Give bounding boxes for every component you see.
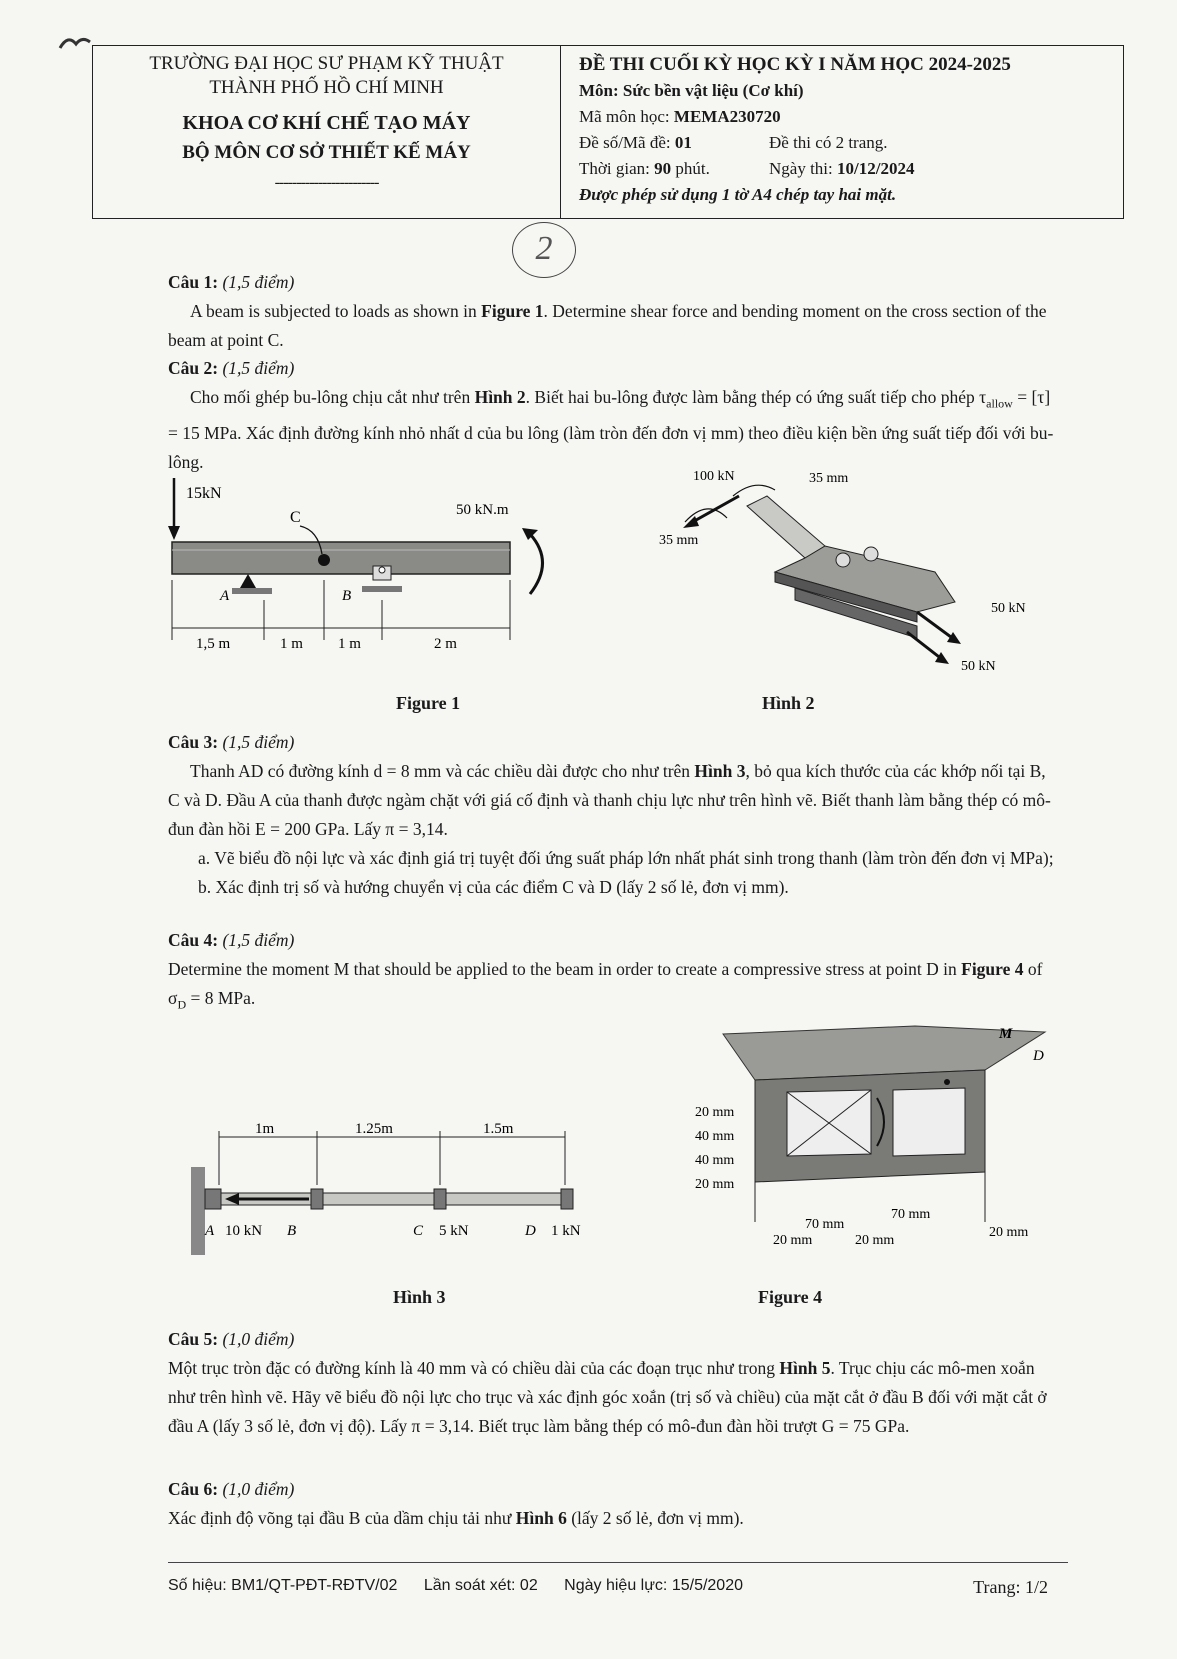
header-school <box>93 46 561 218</box>
date-label: Ngày thi: <box>769 159 837 178</box>
q3-figure-ref: Hình 3 <box>694 761 746 781</box>
footer-revision: Lần soát xét: 02 <box>423 1577 538 1594</box>
fig1-point-c <box>318 554 330 566</box>
fig2-force-label: 100 kN <box>693 469 735 484</box>
q6-text <box>168 1504 1060 1533</box>
q6-points: (1,0 điểm) <box>222 1479 295 1499</box>
q4-text-sub: D <box>177 997 187 1012</box>
fig1-b-label: B <box>342 588 352 604</box>
q4-text-c: = 8 MPa. <box>186 988 256 1008</box>
fig2-force-label-3: 50 kN <box>961 659 996 674</box>
course-code-value: MEMA230720 <box>673 107 781 126</box>
q2-text-b: . Biết hai bu-lông được làm bằng thép có ứng suất tiếp cho phép τ <box>525 387 987 407</box>
q3-part-b: b. Xác định trị số và hướng chuyển vị của các điểm C và D (lấy 2 số lẻ, đơn vị mm). <box>198 877 789 897</box>
q4-title: Câu 4: <box>168 930 223 950</box>
school-city: THÀNH PHỐ HỒ CHÍ MINH <box>209 77 444 98</box>
q2-text-a: Cho mối ghép bu-lông chịu cắt như trên <box>190 387 475 407</box>
q3-text <box>168 757 1060 844</box>
footer-page-number: Trang: 1/2 <box>973 1577 1048 1597</box>
exam-number-value: 01 <box>674 133 692 152</box>
page-count: Đề thi có 2 trang. <box>769 133 888 152</box>
fig3-label-c: C <box>413 1223 424 1239</box>
fig3-length-2: 1.25m <box>355 1121 393 1137</box>
fig3-label-b: B <box>287 1223 297 1239</box>
q5-figure-ref: Hình 5 <box>779 1358 831 1378</box>
fig4-w-5: 20 mm <box>989 1225 1029 1240</box>
course-code <box>579 104 1123 130</box>
fig1-dim-1: 1,5 m <box>196 636 231 652</box>
q5-text-a: Một trục tròn đặc có đường kính là 40 mm và có chiều dài của các đoạn trục như trong <box>168 1358 780 1378</box>
exam-number-row <box>579 130 1123 156</box>
q1-text-b: . Determine shear force and bending moment on the cross section of the beam at point C. <box>168 301 1047 350</box>
school-name: TRƯỜNG ĐẠI HỌC SƯ PHẠM KỸ THUẬT <box>149 53 504 74</box>
fig1-dim-2: 1 m <box>280 636 303 652</box>
q1-title: Câu 1: <box>168 272 223 292</box>
q3-title: Câu 3: <box>168 732 223 752</box>
figure-3-caption: Hình 3 <box>393 1287 446 1307</box>
fig4-w-3: 20 mm <box>773 1233 813 1248</box>
q1-text-a: A beam is subjected to loads as shown in <box>190 301 482 321</box>
q3-text-b: , bỏ qua kích thước của các khớp nối tại B, C và D. Đầu A của thanh được ngàm chặt với giá cố định và thanh chịu lực như trên hình vẽ. Biết thanh làm bằng thép có mô-đun đàn hồi E = 200 GPa. Lấy π = 3,14. <box>168 761 1051 839</box>
q3-part-a: a. Vẽ biểu đồ nội lực và xác định giá trị tuyệt đối ứng suất pháp lớn nhất phát sinh trong thanh (làm tròn đến đơn vị MPa); <box>198 848 1054 868</box>
fig4-hole-2 <box>893 1088 965 1156</box>
fig3-force-c: 5 kN <box>439 1223 469 1239</box>
figure-1-beam <box>160 470 580 680</box>
footer-code: Số hiệu: BM1/QT-PĐT-RĐTV/02 <box>168 1577 398 1594</box>
corner-mark-icon <box>58 30 92 56</box>
question-6 <box>168 1475 1060 1533</box>
q2-points: (1,5 điểm) <box>222 358 295 378</box>
fig4-point-d <box>944 1079 950 1085</box>
time-value: 90 <box>654 159 672 178</box>
q4-figure-ref: Figure 4 <box>961 959 1024 979</box>
fig4-w-4: 20 mm <box>855 1233 895 1248</box>
q2-title: Câu 2: <box>168 358 223 378</box>
q6-title: Câu 6: <box>168 1479 223 1499</box>
fig3-wall <box>191 1167 205 1255</box>
fig1-dim-4: 2 m <box>434 636 457 652</box>
q1-points: (1,5 điểm) <box>222 272 295 292</box>
fig1-a-label: A <box>220 588 230 604</box>
fig2-bolt-1 <box>836 553 850 567</box>
exam-number-label: Đề số/Mã đề: <box>579 133 675 152</box>
fig1-moment-label: 50 kN.m <box>456 502 509 518</box>
fig4-h-4: 20 mm <box>695 1177 735 1192</box>
exam-header <box>92 45 1124 219</box>
fig3-force-d: 1 kN <box>551 1223 581 1239</box>
figure-4-box-beam <box>695 1022 1075 1262</box>
q5-title: Câu 5: <box>168 1329 223 1349</box>
fig1-support-a <box>232 588 272 594</box>
q1-figure-ref: Figure 1 <box>481 301 544 321</box>
q4-text-b: of σ <box>168 959 1043 1008</box>
fig3-length-1: 1m <box>255 1121 275 1137</box>
q4-text <box>168 955 1060 1020</box>
question-4 <box>168 926 1060 1020</box>
fig1-dim-3: 1 m <box>338 636 361 652</box>
figure-1-caption: Figure 1 <box>396 693 461 713</box>
question-3 <box>168 728 1060 902</box>
fig4-h-1: 20 mm <box>695 1105 735 1120</box>
fig3-force-b: 10 kN <box>225 1223 263 1239</box>
fig1-load-label: 15kN <box>186 485 222 502</box>
time-label: Thời gian: <box>579 159 655 178</box>
q1-text <box>168 297 1060 355</box>
fig1-beam <box>172 542 510 574</box>
question-1 <box>168 268 1060 355</box>
q4-points: (1,5 điểm) <box>222 930 295 950</box>
fig2-width-label-2: 35 mm <box>659 533 699 548</box>
fig4-h-2: 40 mm <box>695 1129 735 1144</box>
fig4-h-3: 40 mm <box>695 1153 735 1168</box>
time-unit: phút. <box>671 159 710 178</box>
q2-text-sub: allow <box>986 396 1013 411</box>
q4-text-a: Determine the moment M that should be applied to the beam in order to create a compressive stress at point D in <box>168 959 962 979</box>
fig1-point-c-label: C <box>290 509 301 526</box>
q6-figure-ref: Hình 6 <box>515 1508 567 1528</box>
fig4-beam-top <box>723 1026 1045 1080</box>
header-exam-info <box>561 46 1123 218</box>
figure-3-bar <box>185 1115 605 1255</box>
fig4-moment-label: M <box>999 1026 1013 1042</box>
fig2-bolt-2 <box>864 547 878 561</box>
fig3-label-d: D <box>525 1223 536 1239</box>
subject: Môn: Sức bền vật liệu (Cơ khí) <box>579 81 804 100</box>
fig3-label-a: A <box>205 1223 215 1239</box>
q6-text-a: Xác định độ võng tại đầu B của dầm chịu tải như <box>168 1508 516 1528</box>
faculty-name: KHOA CƠ KHÍ CHẾ TẠO MÁY <box>182 112 471 134</box>
time-row <box>579 156 1123 182</box>
figure-4-caption: Figure 4 <box>758 1287 823 1307</box>
fig4-w-2: 70 mm <box>891 1207 931 1222</box>
department-name: BỘ MÔN CƠ SỞ THIẾT KẾ MÁY <box>182 142 471 163</box>
page-footer <box>168 1562 1068 1595</box>
exam-title: ĐỀ THI CUỐI KỲ HỌC KỲ I NĂM HỌC 2024-2025 <box>579 54 1011 75</box>
fig3-length-3: 1.5m <box>483 1121 514 1137</box>
fig4-w-1: 70 mm <box>805 1217 845 1232</box>
course-code-label: Mã môn học: <box>579 107 674 126</box>
q3-text-a: Thanh AD có đường kính d = 8 mm và các chiều dài được cho như trên <box>190 761 695 781</box>
fig2-width-label-1: 35 mm <box>809 471 849 486</box>
q2-text-c: = [τ] = 15 MPa. Xác định đường kính nhỏ nhất d của bu lông (làm tròn đến đơn vị mm) theo điều kiện bền ứng suất tiếp đối với bu-lông. <box>168 387 1054 472</box>
handwritten-mark: 2 <box>512 222 576 278</box>
q5-text <box>168 1354 1060 1441</box>
q2-figure-ref: Hình 2 <box>474 387 526 407</box>
q5-text-b: . Trục chịu các mô-men xoắn như trên hình vẽ. Hãy vẽ biểu đồ nội lực cho trục và xác định góc xoắn (trị số và chiều) của mặt cắt ở đầu B đối với mặt cắt ở đầu A (lấy 3 số lẻ, đơn vị độ). Lấy π = 3,14. Biết trục làm bằng thép có mô-đun đàn hồi trượt G = 75 GPa. <box>168 1358 1047 1436</box>
fig4-d-label: D <box>1033 1048 1044 1064</box>
q6-text-b: (lấy 2 số lẻ, đơn vị mm). <box>566 1508 744 1528</box>
fig2-force-label-2: 50 kN <box>991 601 1026 616</box>
question-2 <box>168 354 1060 477</box>
date-value: 10/12/2024 <box>837 159 915 178</box>
q3-points: (1,5 điểm) <box>222 732 295 752</box>
fig2-plate-top <box>747 496 825 558</box>
fig1-moment-arrow <box>530 534 543 594</box>
header-divider: ------------------------ <box>274 174 379 191</box>
footer-effective-date: Ngày hiệu lực: 15/5/2020 <box>564 1577 743 1594</box>
allowed-materials: Được phép sử dụng 1 tờ A4 chép tay hai mặt. <box>579 185 897 204</box>
figure-2-caption: Hình 2 <box>762 693 815 713</box>
figure-2-bolted-joint <box>655 462 1055 682</box>
question-5 <box>168 1325 1060 1441</box>
q5-points: (1,0 điểm) <box>222 1329 295 1349</box>
